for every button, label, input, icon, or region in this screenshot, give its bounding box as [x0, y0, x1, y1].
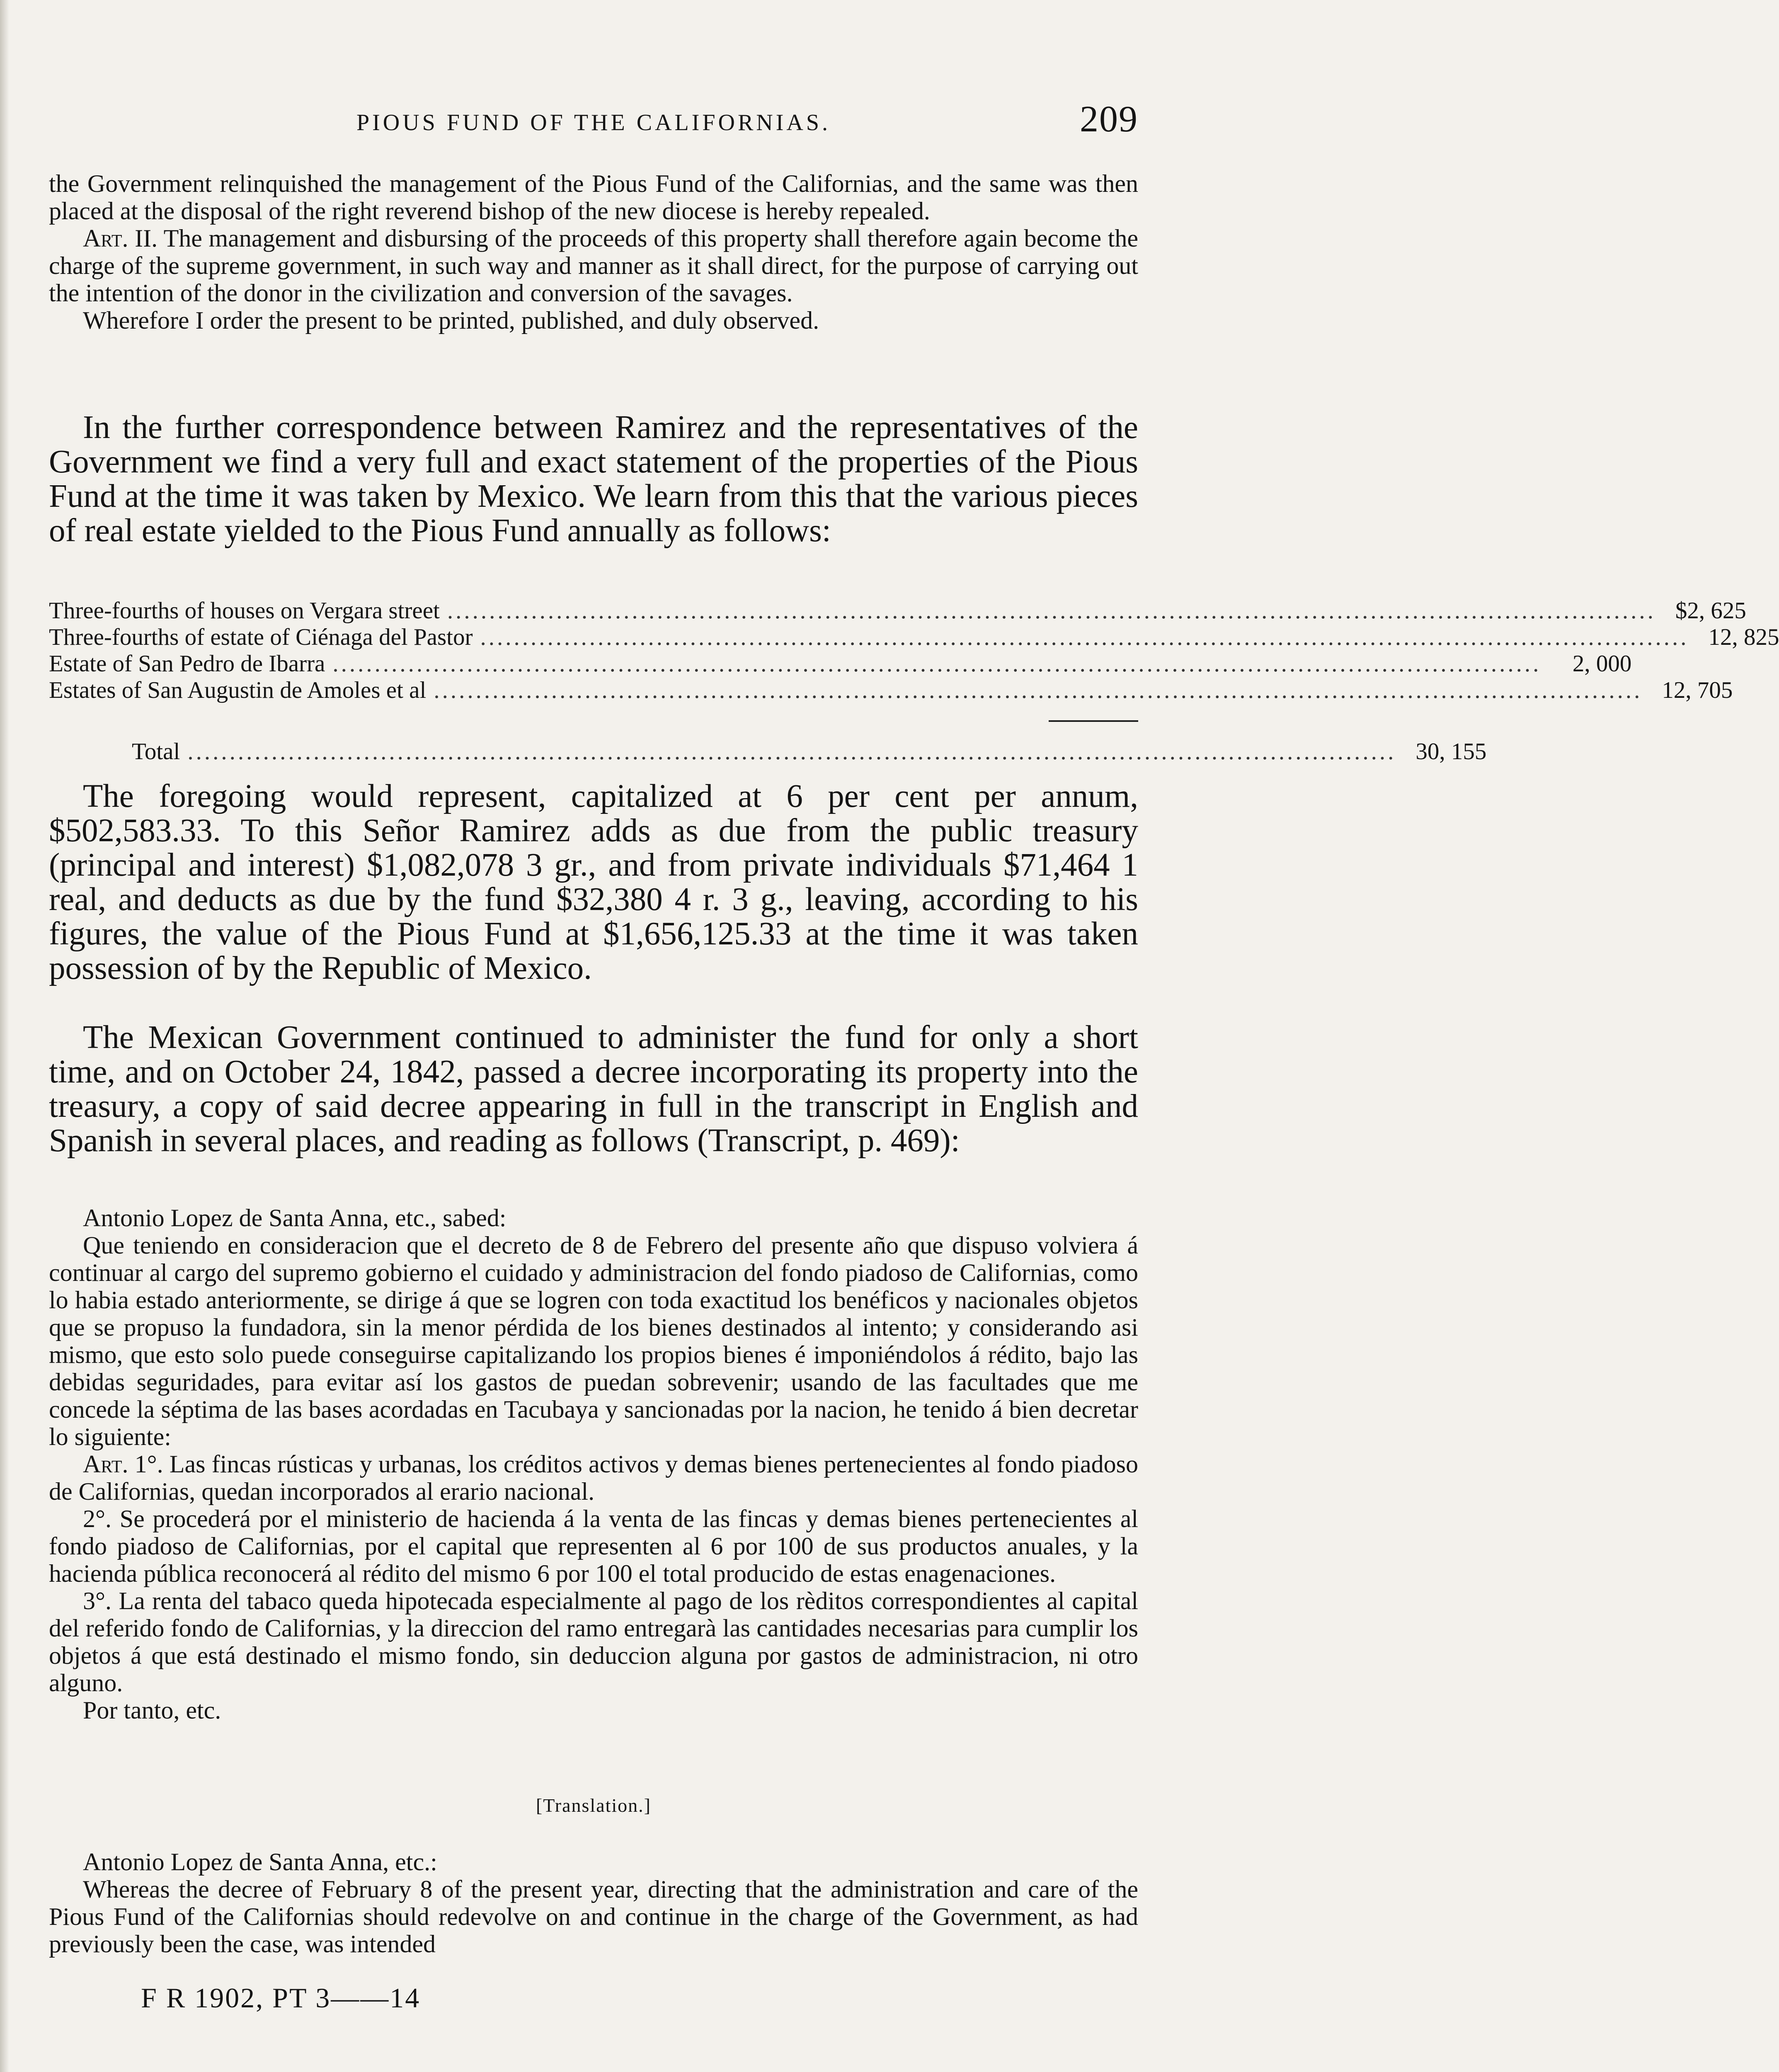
total-amount: 30, 155 [1415, 738, 1487, 765]
article-text: The management and disbursing of the proceeds of this property shall therefore again become the charge of the supreme government, in such way and manner as it shall direct, for the purpose of carrying out the intention of the donor in the civilization and conversion of the savages. [49, 225, 1139, 307]
signature-line: F R 1902, PT 3——14 [141, 1982, 421, 2014]
ledger-amount: $2, 625 [1675, 598, 1746, 624]
leader-dots: ................................................................................................................................................ [187, 738, 1396, 765]
ledger-amount: 12, 705 [1662, 677, 1733, 703]
decree-closing: Wherefore I order the present to be printed, published, and duly observed. [83, 307, 819, 334]
article-text: La renta del tabaco queda hipotecada especialmente al pago de los rèditos correspondientes al capital del referido fondo de Californias, y la direccion del ramo entregarà las cantidades necesarias para cumplir los objetos á que está destinado el mismo fondo, sin deduccion alguna por gastos de administracion, ni otro alguno. [49, 1587, 1139, 1697]
article-text: Se procederá por el ministerio de hacienda á la venta de las fincas y demas bienes pertenecientes al fondo piadoso de Californias, por el capital que representen al 6 por 100 de sus productos anuales, y la hacienda pública reconocerá al rédito del mismo 6 por 100 el total producido de estas enagenaciones. [49, 1505, 1139, 1587]
ledger-amount: 2, 000 [1572, 651, 1632, 677]
leader-dots: ................................................................................................................................................ [447, 598, 1656, 624]
correspondence-text: In the further correspondence between Ramirez and the representatives of the Government we find a very full and exact statement of the properties of the Pious Fund at the time it was taken by Mexico. We learn from this that the various pieces of real estate yielded to the Pious Fund annually as follows: [49, 409, 1138, 549]
ledger-label: Estate of San Pedro de Ibarra [49, 651, 325, 677]
ledger-row [49, 677, 1733, 704]
page-number: 209 [1080, 99, 1138, 140]
ledger-total-row [49, 738, 1487, 765]
article-label: Art. 1°. [83, 1450, 163, 1478]
leader-dots: ................................................................................................................................................ [332, 651, 1541, 677]
total-rule [1049, 720, 1138, 722]
ledger-label: Estates of San Augustin de Amoles et al [49, 677, 427, 703]
running-head [49, 98, 1138, 143]
capitalized-text: The foregoing would represent, capitalized at 6 per cent per annum, $502,583.33. To this Señor Ramirez adds as due from the public treasury (principal and interest) $1,082,078 3 gr., and from private individuals $71,464 1 real, and deducts as due by the fund $32,380 4 r. 3 g., leaving, according to his figures, the value of the Pious Fund at $1,656,125.33 at the time it was taken possession of by the Republic of Mexico. [49, 778, 1138, 986]
ledger-label: Three-fourths of houses on Vergara street [49, 598, 440, 624]
decree-tail-paragraph: the Government relinquished the management of the Pious Fund of the Californias, and the same was then placed at the disposal of the right reverend bishop of the new diocese is hereby repealed. [49, 170, 1138, 225]
article-label: Art. II. [83, 225, 158, 252]
total-label: Total [132, 738, 180, 765]
english-preamble: Whereas the decree of February 8 of the present year, directing that the administration and care of the Pious Fund of the Californias should redevolve on and continue in the charge of the Government, as had previously been the case, was intended [49, 1876, 1138, 1958]
decree-tail [49, 170, 1138, 334]
decree-article-2 [49, 225, 1138, 307]
para-correspondence [49, 410, 1138, 548]
property-ledger [49, 598, 1779, 704]
ledger-row [49, 651, 1632, 677]
article-text: Las fincas rústicas y urbanas, los créditos activos y demas bienes pertenecientes al fondo piadoso de Californias, quedan incorporados al erario nacional. [49, 1450, 1138, 1505]
para-mexican-government [49, 1020, 1138, 1158]
ledger-label: Three-fourths of estate of Ciénaga del Pastor [49, 624, 473, 650]
para-capitalized [49, 779, 1138, 985]
spanish-article-3 [49, 1587, 1138, 1697]
spanish-preamble: Que teniendo en consideracion que el decreto de 8 de Febrero del presente año que dispuso volviera á continuar al cargo del supremo gobierno el cuidado y administracion del fondo piadoso de Californias, como lo habia estado anteriormente, se dirige á que se logren con toda exactitud los benéficos y nacionales objetos que se propuso la fundadora, sin la menor pérdida de los bienes destinados al intento; y considerando asi mismo, que esto solo puede conseguirse capitalizando los propios bienes é imponiéndolos á rédito, bajo las debidas seguridades, para evitar así los gastos de puedan sobrevenir; usando de las facultades que me concede la séptima de las bases acordadas en Tacubaya y sancionadas por la nacion, he tenido á bien decretar lo siguiente: [49, 1232, 1138, 1450]
spanish-decree [49, 1204, 1138, 1724]
page-left-shadow [0, 0, 9, 2072]
spanish-closing: Por tanto, etc. [83, 1697, 221, 1724]
translation-heading: [Translation.] [536, 1795, 651, 1816]
leader-dots: ................................................................................................................................................ [480, 624, 1689, 650]
running-title: PIOUS FUND OF THE CALIFORNIAS. [356, 110, 831, 136]
mexican-government-text: The Mexican Government continued to administer the fund for only a short time, and on October 24, 1842, passed a decree incorporating its property into the treasury, a copy of said decree appearing in full in the transcript in English and Spanish in several places, and reading as follows (Transcript, p. 469): [49, 1019, 1138, 1159]
ledger-amount: 12, 825 [1708, 624, 1779, 650]
english-decree [49, 1848, 1138, 1958]
spanish-opening: Antonio Lopez de Santa Anna, etc., sabed: [83, 1204, 507, 1232]
article-label: 3°. [83, 1587, 111, 1615]
ledger-row [49, 624, 1779, 651]
ledger-total [49, 738, 1487, 765]
spanish-article-1 [49, 1450, 1138, 1505]
leader-dots: ................................................................................................................................................ [434, 677, 1643, 703]
spanish-article-2 [49, 1505, 1138, 1587]
ledger-row [49, 598, 1746, 624]
english-opening: Antonio Lopez de Santa Anna, etc.: [83, 1848, 437, 1876]
article-label: 2°. [83, 1505, 111, 1532]
